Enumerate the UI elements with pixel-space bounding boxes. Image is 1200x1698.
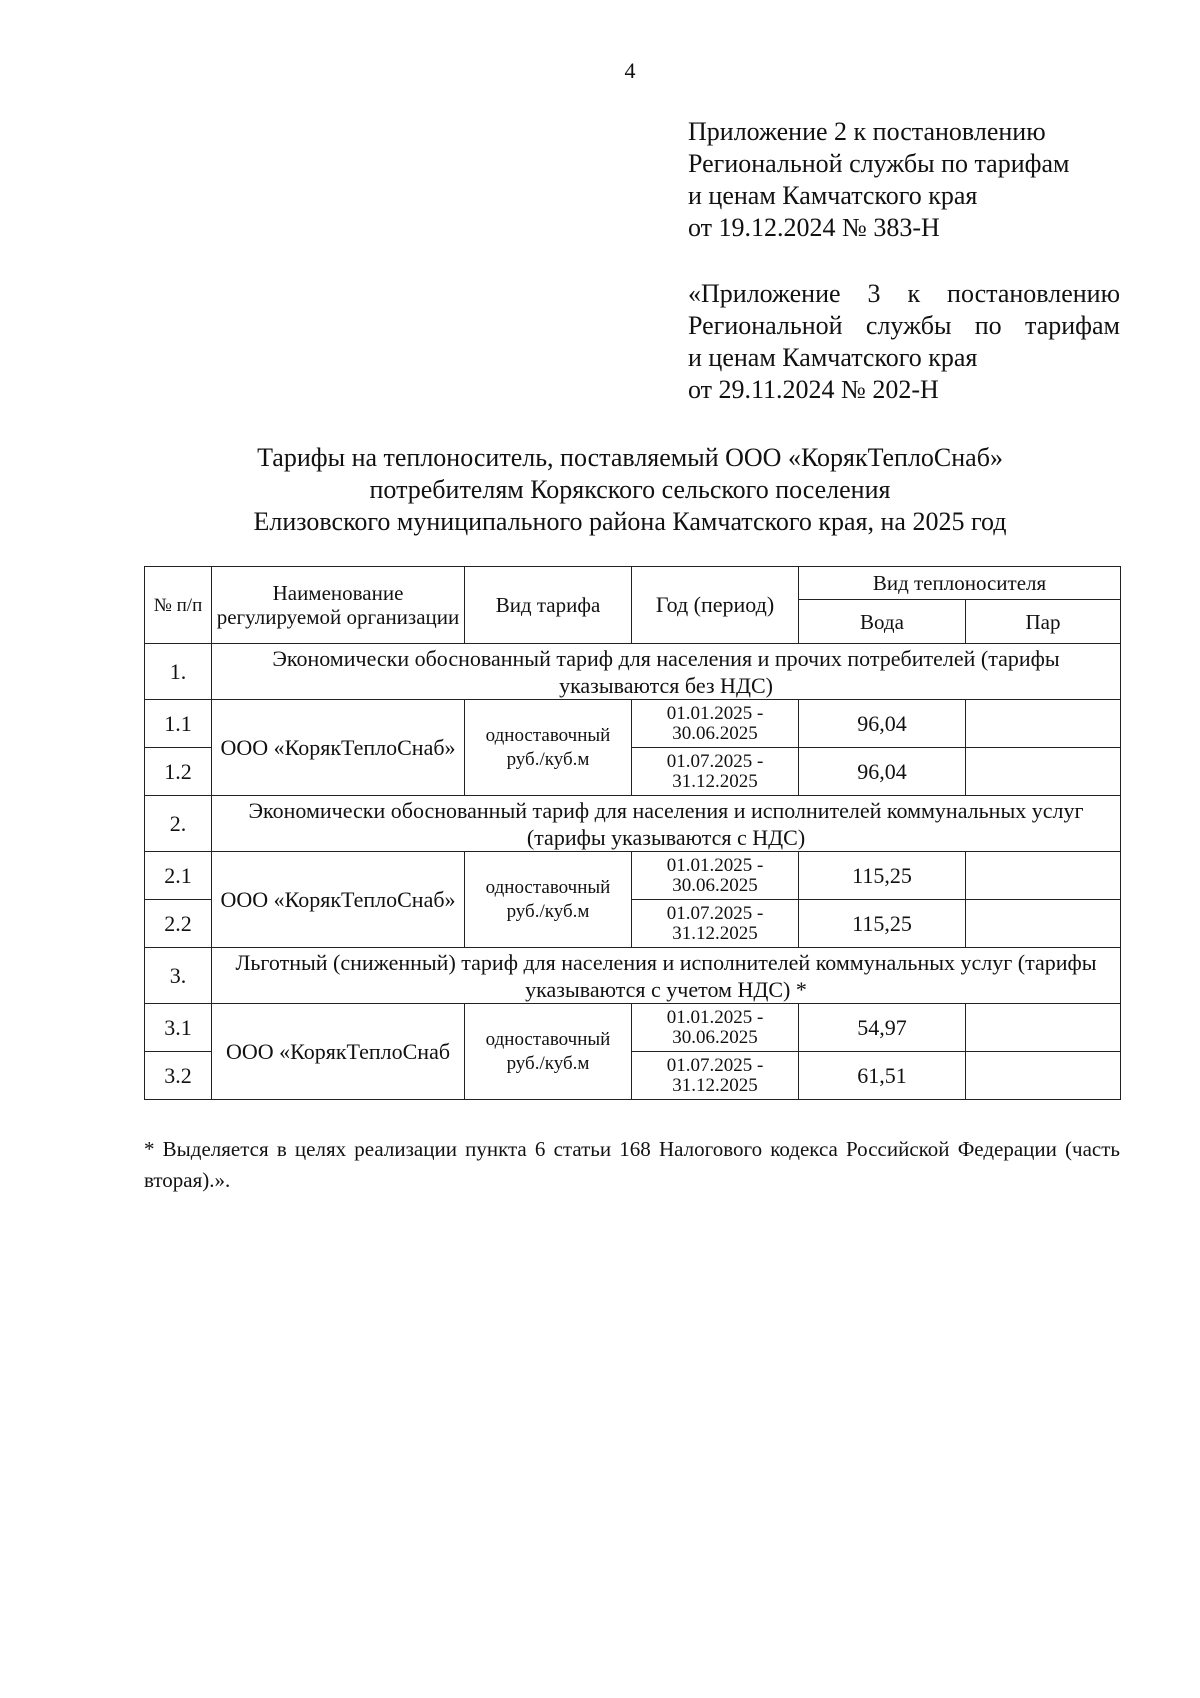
period-cell: 01.07.2025 - 31.12.2025 xyxy=(632,900,799,948)
section-row xyxy=(145,796,1121,852)
organization-cell: ООО «КорякТеплоСнаб» xyxy=(212,852,465,948)
period-cell: 01.01.2025 - 30.06.2025 xyxy=(632,1004,799,1052)
table-row xyxy=(145,852,1121,900)
header-organization: Наименование регулируемой организации xyxy=(212,567,465,644)
document-title xyxy=(132,442,1128,538)
water-value: 115,25 xyxy=(799,900,966,948)
period-cell: 01.07.2025 - 31.12.2025 xyxy=(632,1052,799,1100)
title-line: потребителям Корякского сельского поселения xyxy=(369,475,891,504)
header-water: Вода xyxy=(799,600,966,644)
tariff-type-cell: одноставочный руб./куб.м xyxy=(465,852,632,948)
section-title: Экономически обоснованный тариф для населения и исполнителей коммунальных услуг (тарифы указываются с НДС) xyxy=(212,796,1121,852)
row-number: 1.2 xyxy=(145,748,212,796)
appendix-line: Приложение 2 к постановлению xyxy=(688,117,1046,146)
steam-value xyxy=(966,748,1121,796)
steam-value xyxy=(966,900,1121,948)
title-line: Тарифы на теплоноситель, поставляемый ООО «КорякТеплоСнаб» xyxy=(257,443,1003,472)
row-number: 1.1 xyxy=(145,700,212,748)
period-cell: 01.07.2025 - 31.12.2025 xyxy=(632,748,799,796)
water-value: 96,04 xyxy=(799,748,966,796)
title-line: Елизовского муниципального района Камчатского края, на 2025 год xyxy=(253,507,1007,536)
appendix-reference xyxy=(688,116,1120,244)
organization-cell: ООО «КорякТеплоСнаб» xyxy=(212,700,465,796)
section-number: 1. xyxy=(145,644,212,700)
appendix-line: Региональной службы по тарифам xyxy=(688,149,1070,178)
section-row xyxy=(145,948,1121,1004)
tariff-table xyxy=(144,566,1121,1100)
steam-value xyxy=(966,1052,1121,1100)
section-title: Льготный (сниженный) тариф для населения и исполнителей коммунальных услуг (тарифы указываются с учетом НДС) * xyxy=(212,948,1121,1004)
period-cell: 01.01.2025 - 30.06.2025 xyxy=(632,852,799,900)
steam-value xyxy=(966,1004,1121,1052)
water-value: 115,25 xyxy=(799,852,966,900)
appendix-line: Региональной службы по тарифам xyxy=(688,311,1120,340)
header-tariff-type: Вид тарифа xyxy=(465,567,632,644)
appendix-line: и ценам Камчатского края xyxy=(688,343,978,372)
table-row xyxy=(145,700,1121,748)
header-period: Год (период) xyxy=(632,567,799,644)
water-value: 54,97 xyxy=(799,1004,966,1052)
row-number: 2.1 xyxy=(145,852,212,900)
steam-value xyxy=(966,852,1121,900)
row-number: 3.2 xyxy=(145,1052,212,1100)
row-number: 2.2 xyxy=(145,900,212,948)
appendix-line: «Приложение 3 к постановлению xyxy=(688,279,1120,308)
steam-value xyxy=(966,700,1121,748)
header-carrier-type: Вид теплоносителя xyxy=(799,567,1121,600)
appendix-line: от 29.11.2024 № 202-Н xyxy=(688,375,939,404)
row-number: 3.1 xyxy=(145,1004,212,1052)
section-title: Экономически обоснованный тариф для населения и прочих потребителей (тарифы указываются без НДС) xyxy=(212,644,1121,700)
page-number: 4 xyxy=(624,58,636,83)
amended-appendix-reference xyxy=(688,278,1120,406)
section-row xyxy=(145,644,1121,700)
water-value: 61,51 xyxy=(799,1052,966,1100)
period-cell: 01.01.2025 - 30.06.2025 xyxy=(632,700,799,748)
tariff-type-cell: одноставочный руб./куб.м xyxy=(465,700,632,796)
organization-cell: ООО «КорякТеплоСнаб xyxy=(212,1004,465,1100)
header-number: № п/п xyxy=(145,567,212,644)
appendix-line: от 19.12.2024 № 383-Н xyxy=(688,213,940,242)
footnote: * Выделяется в целях реализации пункта 6 статьи 168 Налогового кодекса Российской Федерации (часть вторая).». xyxy=(144,1137,1120,1192)
water-value: 96,04 xyxy=(799,700,966,748)
section-number: 2. xyxy=(145,796,212,852)
header-steam: Пар xyxy=(966,600,1121,644)
appendix-line: и ценам Камчатского края xyxy=(688,181,978,210)
table-row xyxy=(145,1004,1121,1052)
tariff-type-cell: одноставочный руб./куб.м xyxy=(465,1004,632,1100)
section-number: 3. xyxy=(145,948,212,1004)
